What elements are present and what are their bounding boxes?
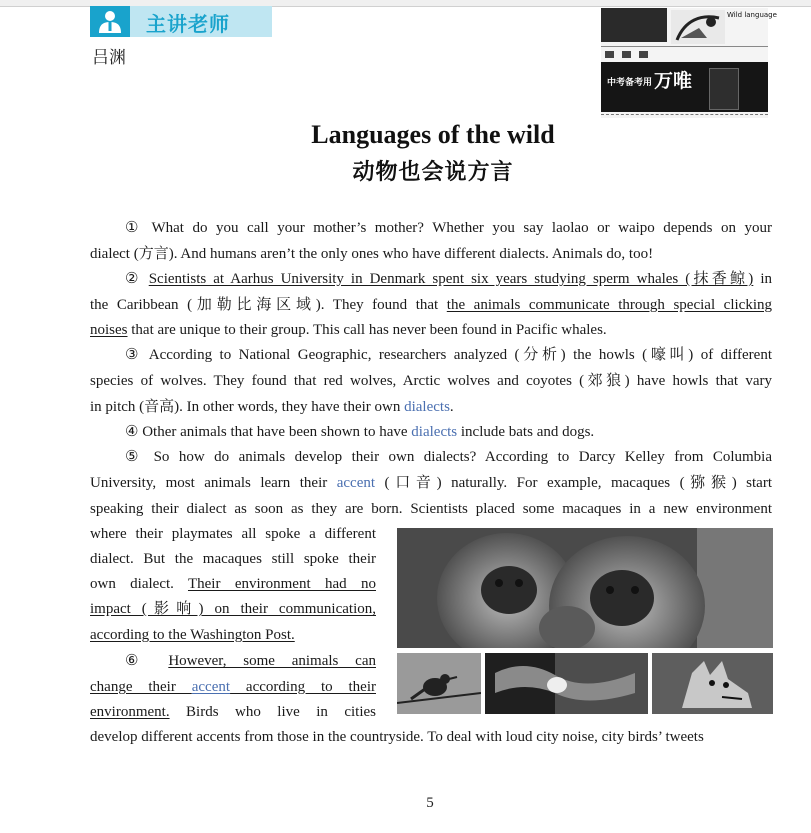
- newspaper-article-block: [601, 8, 667, 42]
- newspaper-masthead: Wild language: [727, 11, 777, 19]
- para5-line7: impact (影响) on their communication,: [90, 601, 376, 617]
- para5-line5: dialect. But the macaques still spoke their: [90, 551, 376, 567]
- para3-line3: in pitch (音高). In other words, they have their own dialects.: [90, 399, 454, 415]
- para5-line2: University, most animals learn their accent (口音) naturally. For example, macaques (猕猴) start: [90, 475, 772, 491]
- para5-line8: according to the Washington Post.: [90, 627, 295, 643]
- banner-brand: 万唯: [654, 70, 693, 92]
- article-title: Languages of the wild: [311, 120, 555, 149]
- para2-line1: ② Scientists at Aarhus University in Denmark spent six years studying sperm whales (抹香鲸) in: [125, 271, 772, 287]
- para4-line1: ④ Other animals that have been shown to have dialects include bats and dogs.: [125, 424, 595, 440]
- book-cover-image: [709, 68, 739, 110]
- para2-line3: noises that are unique to their group. This call has never been found in Pacific whales.: [90, 322, 607, 338]
- newspaper-thumbnail: [601, 8, 777, 118]
- para2-line2: the Caribbean (加勒比海区域). They found that the animals communicate through special clicking: [90, 297, 772, 313]
- para5-line6: own dialect. Their environment had no: [90, 576, 376, 592]
- para3-line1: ③ According to National Geographic, researchers analyzed (分析) the howls (嚎叫) of different: [125, 347, 772, 363]
- teacher-icon: [90, 6, 130, 37]
- para6-line4: develop different accents from those in the countryside. To deal with loud city noise, city birds’ tweets: [90, 729, 704, 745]
- para3-line2: species of wolves. They found that red wolves, Arctic wolves and coyotes (郊狼) have howls that vary: [90, 373, 772, 389]
- person-icon: [605, 51, 614, 58]
- newspaper-icon-row: [601, 46, 768, 59]
- page-number: 5: [426, 795, 434, 811]
- newspaper-banner: [601, 62, 768, 112]
- banner-prefix: 中考备考用: [607, 78, 653, 88]
- para5-line1: ⑤ So how do animals develop their own dialects? According to Darcy Kelley from Columbia: [125, 449, 772, 465]
- para1-line1: ① What do you call your mother’s mother? Whether you say laolao or waipo depends on your: [125, 220, 772, 236]
- teacher-header: [90, 6, 272, 37]
- article-subtitle: 动物也会说方言: [352, 160, 514, 185]
- para6-line2: change their accent according to their: [90, 679, 376, 695]
- para5-line3: speaking their dialect as soon as they are born. Scientists placed some macaques in a new environment: [90, 501, 772, 517]
- bird-photo: [397, 653, 481, 714]
- wolf-photo: [652, 653, 773, 714]
- newspaper-footer: [601, 114, 768, 118]
- para6-line3: environment. Birds who live in cities: [90, 704, 376, 720]
- para6-line1: ⑥ However, some animals can: [125, 653, 376, 669]
- teacher-label: 主讲老师: [146, 12, 230, 36]
- para1-line2: dialect (方言). And humans aren’t the only ones who have different dialects. Animals do, too!: [90, 246, 654, 262]
- book-icon: [639, 51, 648, 58]
- bear-icon: [622, 51, 631, 58]
- para5-line4: where their playmates all spoke a different: [90, 526, 376, 542]
- illustration-image: [671, 10, 725, 44]
- bats-photo: [485, 653, 648, 714]
- teacher-name: 吕渊: [92, 48, 126, 68]
- macaques-photo: [397, 528, 773, 648]
